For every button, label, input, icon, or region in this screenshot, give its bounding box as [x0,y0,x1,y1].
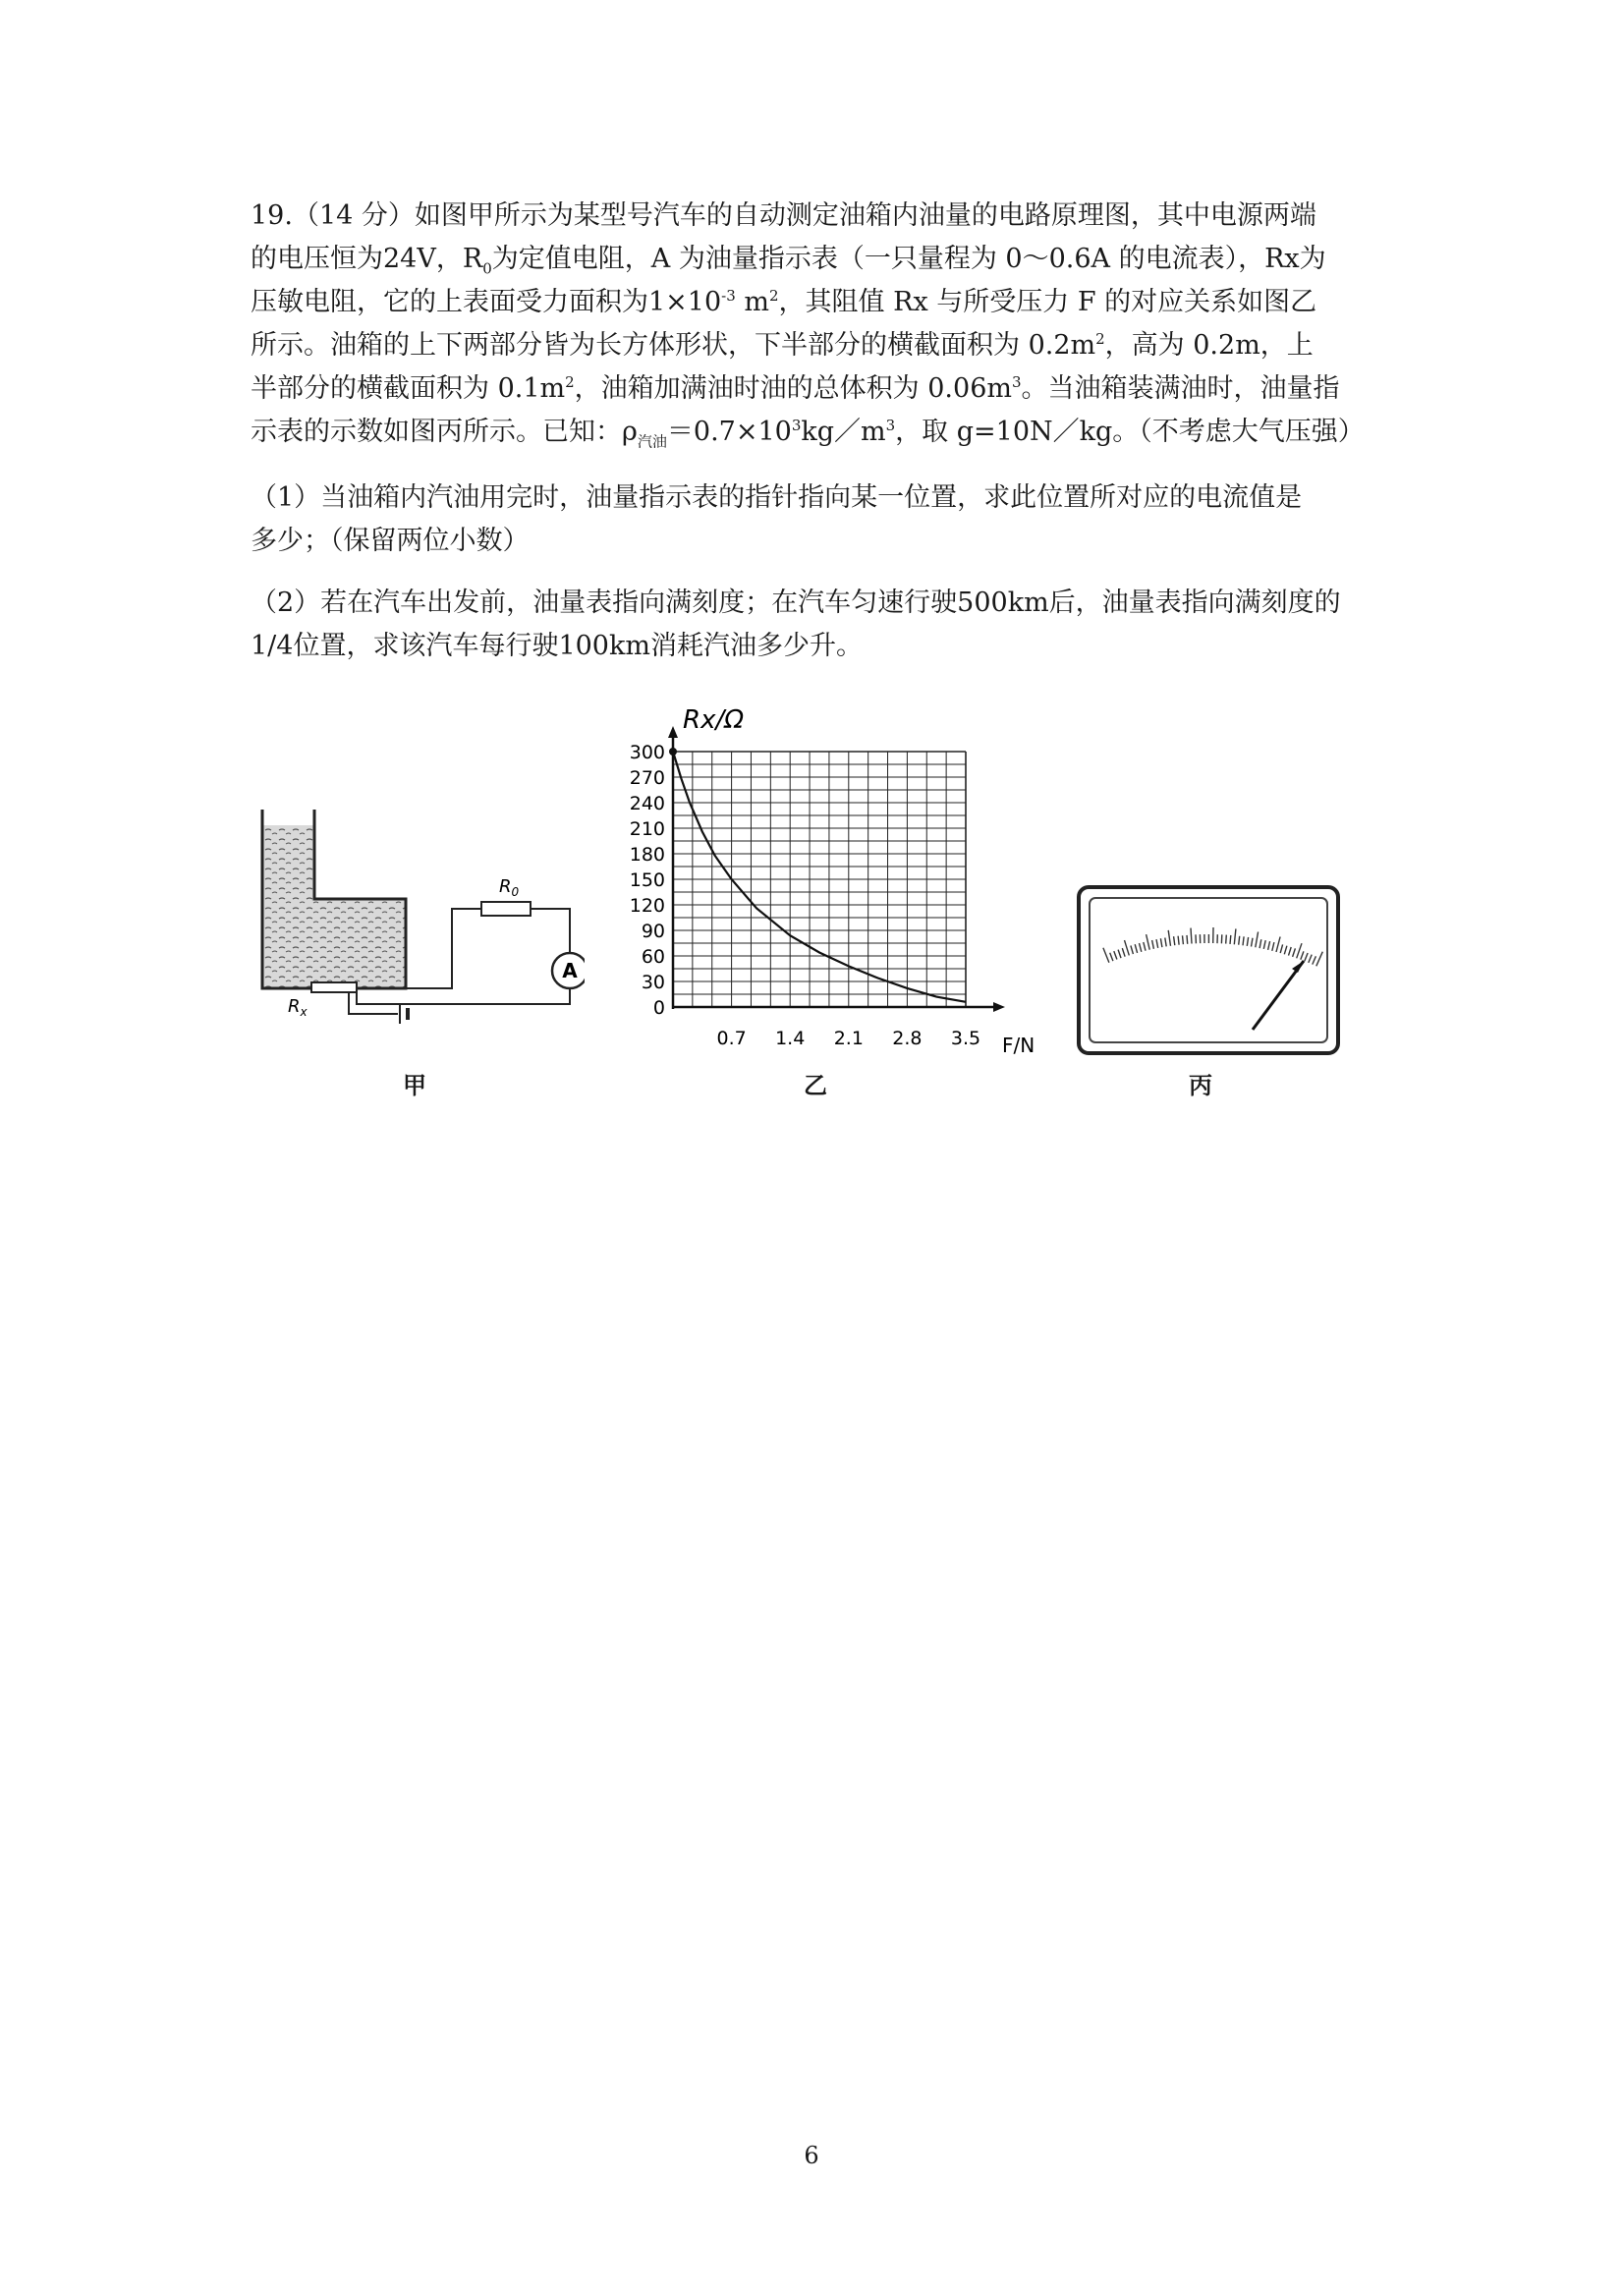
x-axis-label: F/N [1002,1034,1035,1057]
y-tick-label: 0 [652,997,665,1019]
x-tick-label: 0.7 [716,1028,747,1049]
rx-f-chart [614,702,1076,1066]
figure-caption-bing: 丙 [1189,1072,1212,1099]
meter-tick [1191,928,1192,944]
question-stem: 19.（14 分）如图甲所示为某型号汽车的自动测定油箱内油量的电路原理图，其中电源两端 的电压恒为24V，$R_0$为定值电阻，A 为油量指示表（一只量程为 0～0.6A 的电流表），Rx为 压敏电阻，它的上表面受力面积为$1\times 10^{-3}$ $m^2$，其阻值 Rx 与所受压力 F 的对应关系如图乙 所示。油箱的上下两部分皆为长方体形状，下半部分的横截面积为 $0.2m^2$，高为 0.2m，上 半部分的横截面积为 $0.1m^2$，油箱加满油时油的总体积为 $0.06m^3$。当油箱装满油时，油量指 示表的示数如图丙所示。已知：$\rho_{汽油}=0.7\times 10^3kg/m^3$，取 g=10N／kg。（不考虑大气压强） [251,200,1365,451]
y-tick-label: 30 [641,972,665,993]
y-tick-label: 150 [629,869,665,891]
figure-caption-jia: 甲 [403,1072,426,1099]
x-axis-arrow-icon [993,1002,1005,1012]
y-tick-label: 240 [629,793,665,814]
meter-tick [1178,936,1179,945]
y-axis-arrow-icon [668,726,678,738]
y-axis-label: Rx/Ω [683,705,745,735]
meter-tick [1239,936,1240,945]
y-tick-label: 60 [641,946,665,968]
meter-tick [1183,935,1184,944]
y-tick-label: 270 [629,767,665,789]
svg-text:A: A [562,959,578,982]
svg-text:R0: $R_0$ [499,876,520,899]
pressure-sensor [311,982,357,992]
y-tick-label: 180 [629,844,665,866]
y-tick-label: 300 [629,742,665,763]
x-tick-label: 1.4 [775,1028,806,1049]
resistor-r0 [481,902,531,916]
x-tick-label: 2.8 [892,1028,923,1049]
meter-dial [1076,884,1341,1056]
meter-tick [1187,935,1188,944]
figure-caption-yi: 乙 [804,1072,827,1099]
question-part-1: （1）当油箱内汽油用完时，油量指示表的指针指向某一位置，求此位置所对应的电流值是 多少；（保留两位小数） [251,482,1303,556]
y-tick-label: 90 [641,921,665,942]
meter-tick [1226,935,1227,944]
y-tick-label: 210 [629,818,665,840]
question-part-2: （2）若在汽车出发前，油量表指向满刻度；在汽车匀速行驶500km后，油量表指向满刻度的 1/4位置，求该汽车每行驶100km消耗汽油多少升。 [251,588,1341,661]
page-number: 6 [804,2142,819,2169]
wire [531,909,570,953]
circuit-diagram [251,796,585,1051]
oil-fill [262,825,406,988]
meter-tick [1230,935,1231,944]
rx-f-curve [673,752,966,1002]
x-tick-label: 3.5 [950,1028,981,1049]
wire [406,909,481,988]
svg-text:Rx: $R_x$ [288,996,308,1019]
y-tick-label: 120 [629,895,665,917]
x-tick-label: 2.1 [833,1028,864,1049]
wire [357,987,570,1004]
